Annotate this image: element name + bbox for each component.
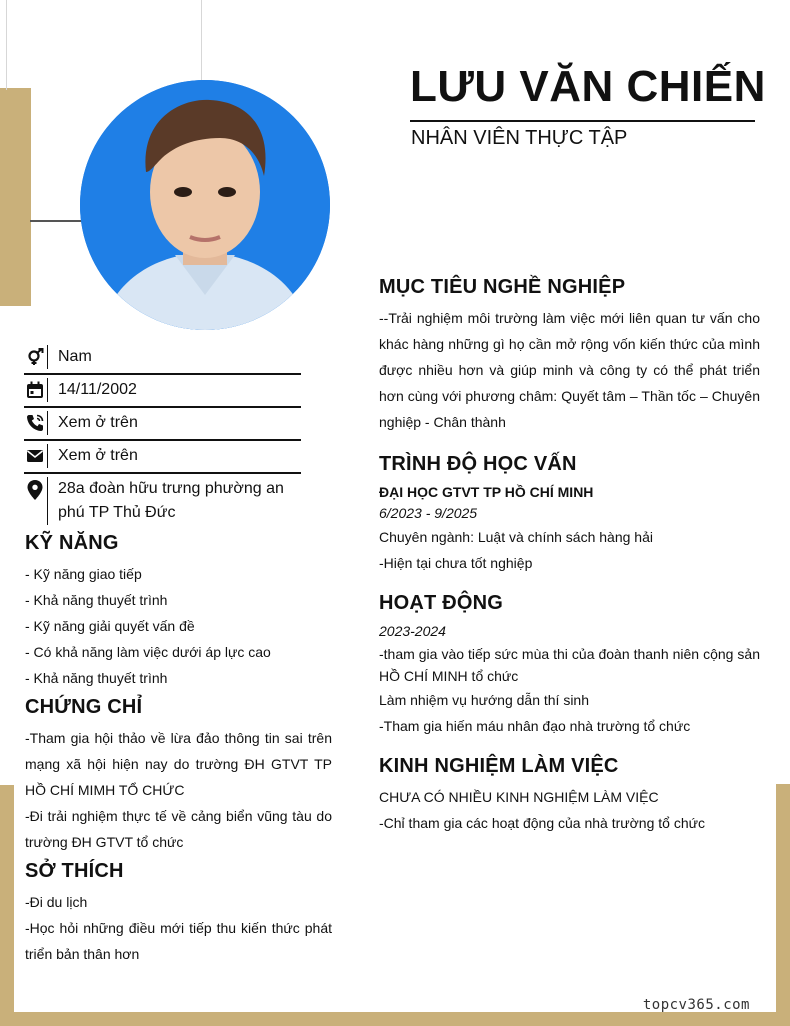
list-item: CHƯA CÓ NHIỀU KINH NGHIỆM LÀM VIỆC bbox=[379, 789, 659, 805]
left-column bbox=[25, 532, 332, 967]
contact-address bbox=[24, 474, 301, 529]
experience-list bbox=[379, 784, 760, 836]
envelope-icon bbox=[24, 444, 46, 465]
experience-heading: KINH NGHIỆM LÀM VIỆC bbox=[379, 755, 619, 777]
location-pin-icon bbox=[24, 477, 46, 500]
objective-heading: MỤC TIÊU NGHỀ NGHIỆP bbox=[379, 276, 626, 298]
education-school: ĐẠI HỌC GTVT TP HỒ CHÍ MINH bbox=[379, 484, 594, 500]
gender-icon bbox=[24, 345, 46, 366]
candidate-role: NHÂN VIÊN THỰC TẬP bbox=[411, 127, 628, 149]
contact-separator bbox=[47, 378, 48, 402]
hobbies-heading: SỞ THÍCH bbox=[25, 860, 124, 882]
contact-separator bbox=[47, 345, 48, 369]
list-item: -Đi du lịch bbox=[25, 894, 88, 910]
education-heading: TRÌNH ĐỘ HỌC VẤN bbox=[379, 453, 577, 475]
list-item: -tham gia vào tiếp sức mùa thi của đoàn thanh niên cộng sản HỒ CHÍ MINH tổ chức bbox=[379, 646, 760, 684]
frame-line-vertical bbox=[201, 0, 202, 90]
address-value: 28a đoàn hữu trưng phường an phú TP Thủ Đức bbox=[58, 480, 284, 521]
phone-value: Xem ở trên bbox=[58, 414, 138, 431]
contact-gender bbox=[24, 342, 301, 375]
calendar-icon bbox=[24, 378, 46, 399]
profile-photo bbox=[80, 80, 330, 330]
gold-bar-left bbox=[0, 785, 14, 1026]
contact-list bbox=[24, 342, 301, 529]
list-item: - Kỹ năng giao tiếp bbox=[25, 566, 142, 582]
list-item: - Khả năng thuyết trình bbox=[25, 670, 168, 686]
contact-separator bbox=[47, 411, 48, 435]
right-column bbox=[379, 276, 760, 836]
gold-bar-bottom bbox=[0, 1012, 790, 1026]
list-item: - Khả năng thuyết trình bbox=[25, 592, 168, 608]
certificates-list bbox=[25, 725, 332, 855]
skills-list bbox=[25, 561, 332, 691]
activities-heading: HOẠT ĐỘNG bbox=[379, 592, 504, 614]
list-item: -Tham gia hiến máu nhân đạo nhà trường tổ chức bbox=[379, 718, 691, 734]
list-item: -Học hỏi những điều mới tiếp thu kiến thức phát triển bản thân hơn bbox=[25, 920, 332, 962]
list-item: -Chỉ tham gia các hoạt động của nhà trường tổ chức bbox=[379, 815, 705, 831]
candidate-name: LƯU VĂN CHIẾN bbox=[410, 62, 766, 111]
list-item: Làm nhiệm vụ hướng dẫn thí sinh bbox=[379, 692, 590, 708]
education-period: 6/2023 - 9/2025 bbox=[379, 505, 478, 521]
birthday-value: 14/11/2002 bbox=[58, 381, 137, 398]
email-value: Xem ở trên bbox=[58, 447, 138, 464]
activities-period: 2023-2024 bbox=[379, 623, 446, 639]
certificates-heading: CHỨNG CHỈ bbox=[25, 696, 143, 718]
gold-bar-right bbox=[776, 784, 790, 1026]
objective-text: --Trải nghiệm môi trường làm việc mới liên quan tư vấn cho khác hàng những gì họ cần mở rộng vốn kiến thức của mình được nhiều hơn và giúp minh và công ty có thể phát triển hơn cùng với phương châm: Quyết tâm – Thần tốc – Chuyên nghiệp - Chân thành bbox=[379, 310, 760, 430]
skills-heading: KỸ NĂNG bbox=[25, 532, 119, 554]
contact-birthday bbox=[24, 375, 301, 408]
frame-line-left bbox=[6, 0, 7, 90]
education-status: -Hiện tại chưa tốt nghiệp bbox=[379, 555, 533, 571]
education-major: Chuyên ngành: Luật và chính sách hàng hải bbox=[379, 529, 653, 545]
contact-separator bbox=[47, 477, 48, 525]
objective-body bbox=[379, 305, 760, 435]
contact-separator bbox=[47, 444, 48, 468]
list-item: - Kỹ năng giải quyết vấn đề bbox=[25, 618, 195, 634]
gender-value: Nam bbox=[58, 348, 92, 365]
contact-email bbox=[24, 441, 301, 474]
list-item: -Tham gia hội thảo về lừa đảo thông tin sai trên mạng xã hội hiện nay do trường ĐH GTVT TP HỒ CHÍ MIMH TỔ CHỨC bbox=[25, 730, 332, 798]
phone-icon bbox=[24, 411, 46, 432]
name-divider bbox=[410, 120, 755, 122]
list-item: - Có khả năng làm việc dưới áp lực cao bbox=[25, 644, 271, 660]
watermark-text: topcv365.com bbox=[642, 997, 750, 1013]
gold-bar-top-left bbox=[0, 88, 31, 306]
hobbies-list bbox=[25, 889, 332, 967]
contact-phone bbox=[24, 408, 301, 441]
list-item: -Đi trải nghiệm thực tế về cảng biển vũng tàu do trường ĐH GTVT tổ chức bbox=[25, 808, 332, 850]
